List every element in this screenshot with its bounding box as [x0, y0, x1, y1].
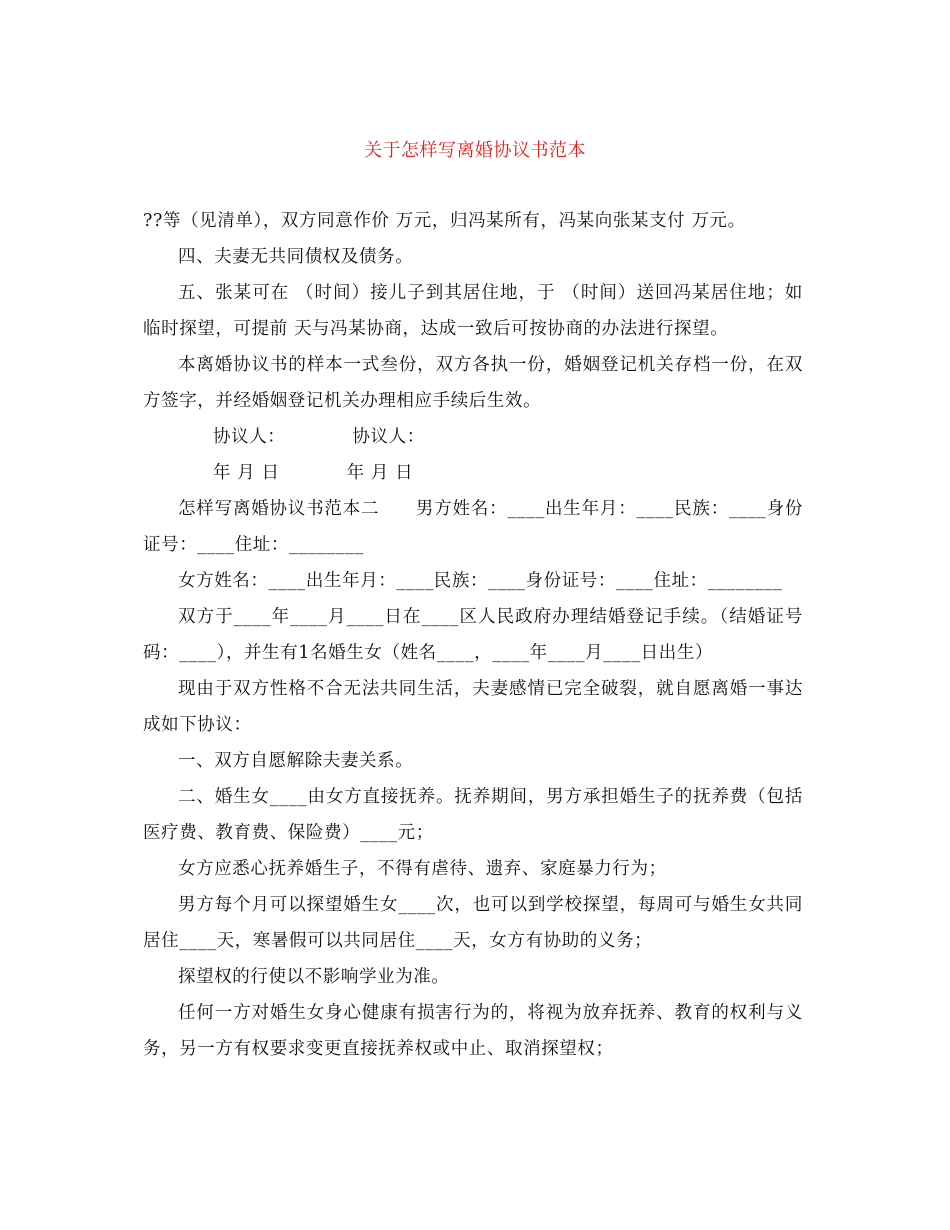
paragraph: 双方于____年____月____日在____区人民政府办理结婚登记手续。（结婚证号码：____），并生有1名婚生女（姓名____，____年____月____日出生）	[143, 607, 803, 663]
paragraph: 四、夫妻无共同债权及债务。	[178, 247, 414, 267]
paragraph: 探望权的行使以不影响学业为准。	[178, 967, 450, 987]
paragraph: ??等（见清单），双方同意作价 万元，归冯某所有，冯某向张某支付 万元。	[143, 211, 746, 231]
signature-label-1: 协议人：	[213, 427, 286, 447]
paragraph: 一、双方自愿解除夫妻关系。	[178, 751, 414, 771]
signature-row	[143, 419, 803, 455]
paragraph: 怎样写离婚协议书范本二 男方姓名：____出生年月：____民族：____身份证号：____住址：________	[143, 499, 803, 555]
document-title: 关于怎样写离婚协议书范本	[364, 140, 586, 161]
document-body	[143, 203, 803, 1067]
signature-label-2: 协议人：	[352, 427, 425, 447]
paragraph: 五、张某可在 （时间）接儿子到其居住地，于 （时间）送回冯某居住地；如临时探望，可提前 天与冯某协商，达成一致后可按协商的办法进行探望。	[143, 283, 803, 339]
paragraph: 男方每个月可以探望婚生女____次，也可以到学校探望，每周可与婚生女共同居住____天，寒暑假可以共同居住____天，女方有协助的义务；	[143, 895, 803, 951]
paragraph: 二、婚生女____由女方直接抚养。抚养期间，男方承担婚生子的抚养费（包括医疗费、教育费、保险费）____元；	[143, 787, 803, 843]
date-row	[143, 455, 803, 491]
paragraph: 本离婚协议书的样本一式叁份，双方各执一份，婚姻登记机关存档一份，在双方签字，并经婚姻登记机关办理相应手续后生效。	[143, 355, 803, 411]
paragraph: 任何一方对婚生女身心健康有损害行为的，将视为放弃抚养、教育的权利与义务，另一方有权要求变更直接抚养权或中止、取消探望权；	[143, 1003, 803, 1059]
paragraph: 女方应悉心抚养婚生子，不得有虐待、遗弃、家庭暴力行为；	[178, 859, 667, 879]
paragraph: 现由于双方性格不合无法共同生活，夫妻感情已完全破裂，就自愿离婚一事达成如下协议：	[143, 679, 803, 735]
date-label-2: 年 月 日	[346, 463, 414, 483]
date-label-1: 年 月 日	[213, 463, 280, 483]
paragraph: 女方姓名：____出生年月：____民族：____身份证号：____住址：________	[178, 571, 783, 591]
